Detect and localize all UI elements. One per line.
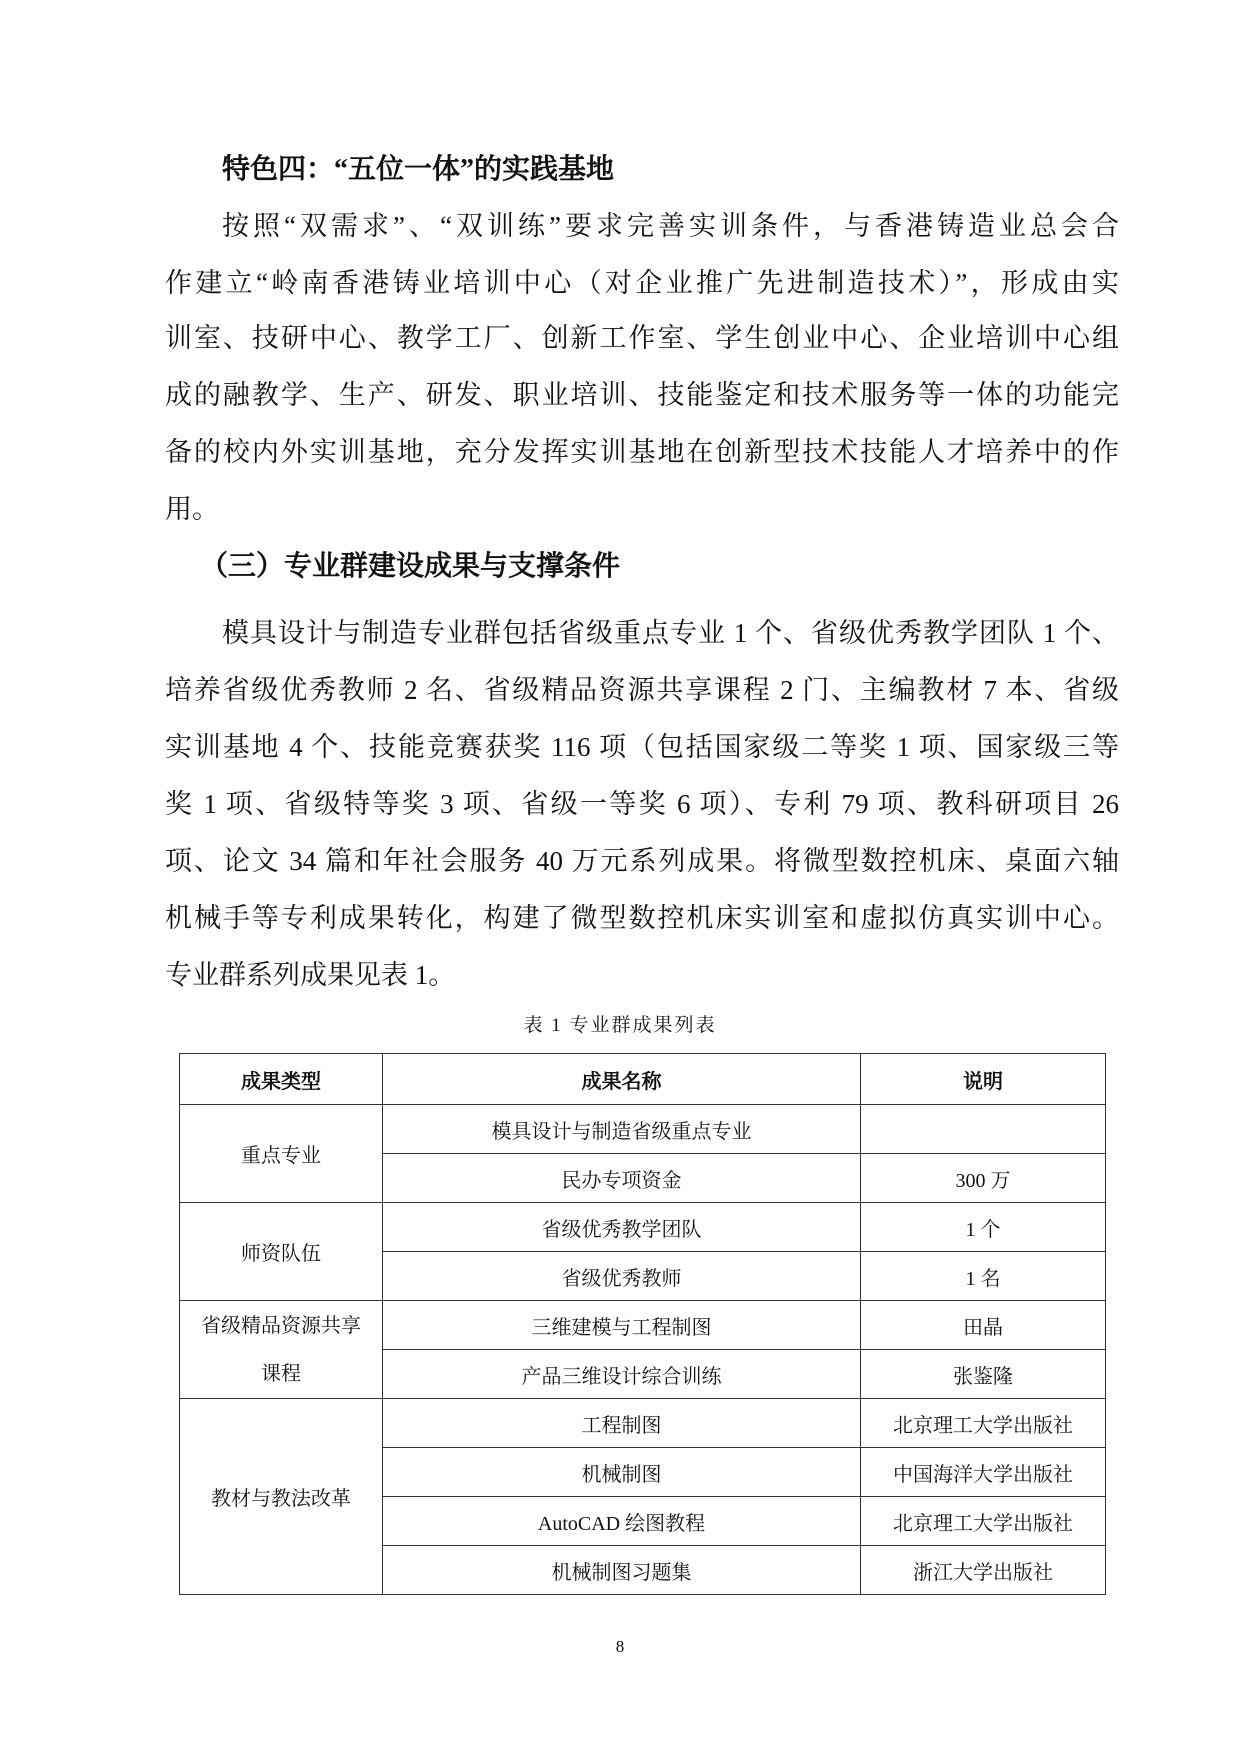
paragraph-line: 机械手等专利成果转化，构建了微型数控机床实训室和虚拟仿真实训中心。 [165, 903, 1119, 933]
cell-note: 北京理工大学出版社 [861, 1399, 1106, 1448]
cell-note: 浙江大学出版社 [861, 1546, 1106, 1595]
cell-note: 300 万 [861, 1154, 1106, 1203]
cell-type: 重点专业 [180, 1105, 383, 1203]
table-row [180, 1105, 1106, 1154]
paragraph-line: 成的融教学、生产、研发、职业培训、技能鉴定和技术服务等一体的功能完 [165, 380, 1119, 410]
paragraph-line: 实训基地 4 个、技能竞赛获奖 116 项（包括国家级二等奖 1 项、国家级三等 [165, 732, 1119, 762]
paragraph-line: 训室、技研中心、教学工厂、创新工作室、学生创业中心、企业培训中心组 [165, 323, 1119, 353]
paragraph-line: 培养省级优秀教师 2 名、省级精品资源共享课程 2 门、主编教材 7 本、省级 [165, 675, 1119, 705]
paragraph-line: 备的校内外实训基地，充分发挥实训基地在创新型技术技能人才培养中的作 [165, 437, 1119, 467]
paragraph-line: 专业群系列成果见表 1。 [165, 960, 456, 990]
cell-note [861, 1105, 1106, 1154]
cell-type: 教材与教法改革 [180, 1399, 383, 1595]
cell-name: 省级优秀教师 [383, 1252, 861, 1301]
cell-name: 机械制图习题集 [383, 1546, 861, 1595]
cell-type-line: 课程 [261, 1362, 301, 1385]
cell-note: 张鉴隆 [861, 1350, 1106, 1399]
cell-name: 三维建模与工程制图 [383, 1301, 861, 1350]
cell-note: 中国海洋大学出版社 [861, 1448, 1106, 1497]
cell-name: 机械制图 [383, 1448, 861, 1497]
paragraph-line: 模具设计与制造专业群包括省级重点专业 1 个、省级优秀教学团队 1 个、 [222, 618, 1119, 648]
cell-name: 产品三维设计综合训练 [383, 1350, 861, 1399]
section-heading: （三）专业群建设成果与支撑条件 [200, 551, 621, 582]
cell-note: 田晶 [861, 1301, 1106, 1350]
header-type: 成果类型 [180, 1054, 383, 1105]
paragraph-line: 用。 [165, 494, 219, 524]
header-note: 说明 [861, 1054, 1106, 1105]
cell-note: 北京理工大学出版社 [861, 1497, 1106, 1546]
cell-name: 模具设计与制造省级重点专业 [383, 1105, 861, 1154]
cell-name: 民办专项资金 [383, 1154, 861, 1203]
cell-name: AutoCAD 绘图教程 [383, 1497, 861, 1546]
cell-note: 1 名 [861, 1252, 1106, 1301]
paragraph-line: 项、论文 34 篇和年社会服务 40 万元系列成果。将微型数控机床、桌面六轴 [165, 846, 1119, 876]
page-number: 8 [615, 1637, 625, 1656]
feature-heading: 特色四：“五位一体”的实践基地 [222, 154, 615, 185]
table-row [180, 1203, 1106, 1252]
paragraph-line: 奖 1 项、省级特等奖 3 项、省级一等奖 6 项）、专利 79 项、教科研项目 26 [165, 789, 1119, 819]
cell-note: 1 个 [861, 1203, 1106, 1252]
table-caption: 表 1 专业群成果列表 [523, 1015, 717, 1036]
cell-name: 工程制图 [383, 1399, 861, 1448]
cell-name: 省级优秀教学团队 [383, 1203, 861, 1252]
paragraph-line: 作建立“岭南香港铸业培训中心（对企业推广先进制造技术）”，形成由实 [165, 268, 1119, 298]
header-name: 成果名称 [383, 1054, 861, 1105]
table-row [180, 1399, 1106, 1448]
cell-type [180, 1301, 383, 1399]
paragraph-line: 按照“双需求”、“双训练”要求完善实训条件，与香港铸造业总会合 [222, 211, 1119, 241]
table-header-row [180, 1054, 1106, 1105]
achievements-table [179, 1053, 1106, 1595]
cell-type-line: 省级精品资源共享 [201, 1314, 361, 1337]
table-row [180, 1301, 1106, 1350]
cell-type: 师资队伍 [180, 1203, 383, 1301]
